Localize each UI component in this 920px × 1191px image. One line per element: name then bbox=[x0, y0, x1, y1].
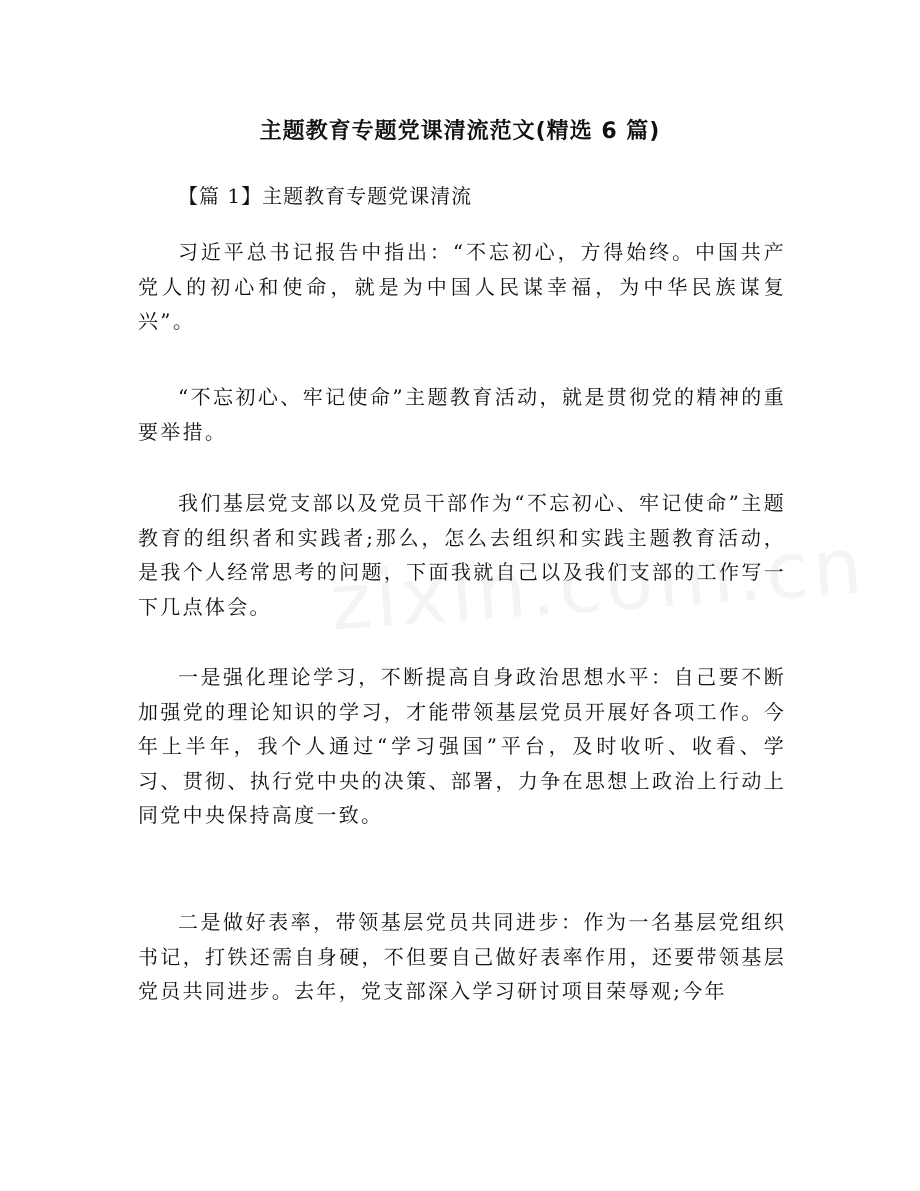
paragraph-4: 一是强化理论学习，不断提高自身政治思想水平：自己要不断加强党的理论知识的学习，才能带领基层党员开展好各项工作。今年上半年，我个人通过“学习强国”平台，及时收听、收看、学习、贯彻、执行党中央的决策、部署，力争在思想上政治上行动上同党中央保持高度一致。 bbox=[138, 665, 786, 827]
section-heading: 【篇 1】主题教育专题党课清流 bbox=[178, 184, 473, 208]
document-title: 主题教育专题党课清流范文(精选 6 篇) bbox=[259, 119, 661, 144]
paragraph-5: 二是做好表率，带领基层党员共同进步：作为一名基层党组织书记，打铁还需自身硬，不但要自己做好表率作用，还要带领基层党员共同进步。去年，党支部深入学习研讨项目荣辱观;今年 bbox=[138, 910, 786, 1003]
paragraph-1: 习近平总书记报告中指出：“不忘初心，方得始终。中国共产党人的初心和使命，就是为中国人民谋幸福，为中华民族谋复兴”。 bbox=[138, 240, 786, 333]
paragraph-3: 我们基层党支部以及党员干部作为“不忘初心、牢记使命”主题教育的组织者和实践者;那么，怎么去组织和实践主题教育活动，是我个人经常思考的问题，下面我就自己以及我们支部的工作写一下几点体会。 bbox=[138, 491, 786, 619]
paragraph-2: “不忘初心、牢记使命”主题教育活动，就是贯彻党的精神的重要举措。 bbox=[138, 385, 786, 444]
